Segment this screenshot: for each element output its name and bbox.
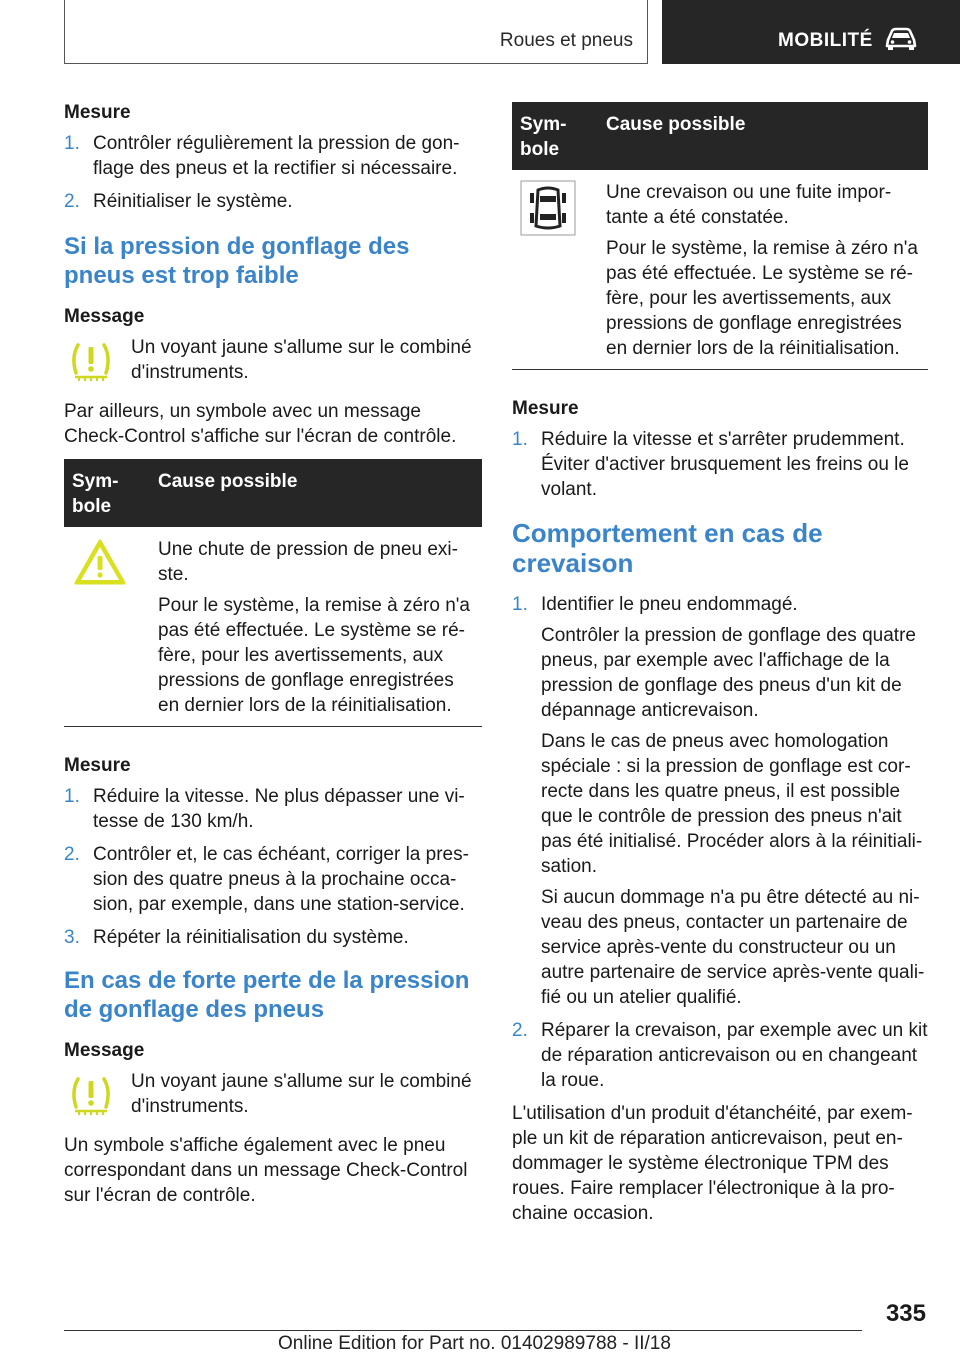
measure-steps [64, 131, 482, 214]
left-column [64, 100, 482, 1208]
message-label: Message [64, 306, 145, 327]
step-text: Réduire la vitesse. Ne plus dépasser une vi-tesse de 130 km/h. [93, 786, 465, 832]
list-item [64, 784, 482, 834]
step-text: Réparer la crevaison, par exemple avec un kit de réparation anticrevaison ou en changeant la roue. [541, 1020, 928, 1091]
heading-puncture-behavior: Comportement en cas de crevaison [512, 518, 823, 578]
cause-text: Pour le système, la remise à zéro n'a pas été effectuée. Le système se ré-fère, pour les avertissements, aux pressions de gonflage enregistrées en dernier lors de la réinitialisation. [606, 238, 918, 359]
paragraph: Par ailleurs, un symbole avec un message Check-Control s'affiche sur l'écran de contrôle. [64, 401, 457, 447]
warning-triangle-icon [72, 537, 128, 587]
chapter-title: MOBILITÉ [778, 30, 873, 51]
list-item [64, 189, 482, 214]
table-row [512, 170, 928, 370]
step-text: Dans le cas de pneus avec homologation spéciale : si la pression de gonflage est cor-recte dans les quatre pneus, il est possible que le contrôle de pression des pneus n'ait pas été initialisé. Procéder alors à la réinitiali-sation. [541, 731, 923, 877]
table-cell-cause [150, 527, 482, 727]
measure-steps [512, 427, 928, 502]
step-text: Contrôler régulièrement la pression de gon-flage des pneus et la rectifier si nécessaire. [93, 133, 460, 179]
list-item [512, 427, 928, 502]
step-number: 3. [64, 927, 80, 948]
footer-divider [64, 1330, 862, 1331]
step-number: 1. [64, 786, 80, 807]
heading-low-pressure: Si la pression de gonflage des pneus est trop faible [64, 233, 410, 289]
message-block [64, 1069, 482, 1125]
cause-text: Une chute de pression de pneu exi-ste. [158, 539, 458, 585]
header-section-box [64, 0, 648, 64]
table-row [64, 527, 482, 727]
car-tire-failure-icon [520, 180, 576, 236]
step-text: Réduire la vitesse et s'arrêter prudemment. Éviter d'activer brusquement les freins ou le volant. [541, 429, 909, 500]
cause-text: Une crevaison ou une fuite impor-tante a été constatée. [606, 182, 892, 228]
step-number: 2. [64, 191, 80, 212]
step-number: 2. [64, 844, 80, 865]
car-icon [884, 26, 918, 52]
message-text: Un voyant jaune s'allume sur le combiné d'instruments. [131, 337, 472, 383]
symbol-table [64, 459, 482, 727]
measure-label: Mesure [512, 398, 579, 419]
tire-pressure-warning-icon [68, 1073, 114, 1117]
list-item [512, 592, 928, 1010]
step-text: Si aucun dommage n'a pu être détecté au ni-veau des pneus, contacter un partenaire de service après-vente du constructeur ou un autre partenaire de service après-vente quali-fié ou un atelier qualifié. [541, 887, 925, 1008]
table-header-symbol: Sym-bole [64, 459, 150, 527]
edition-text: Online Edition for Part no. 01402989788 - II/18 [278, 1333, 671, 1354]
table-header-symbol: Sym-bole [512, 102, 598, 170]
table-cell-symbol [512, 170, 598, 370]
message-block [64, 335, 482, 391]
table-header-cause: Cause possible [150, 459, 482, 527]
section-title: Roues et pneus [499, 30, 633, 51]
heading-pressure-loss: En cas de forte perte de la pression de gonflage des pneus [64, 967, 470, 1023]
step-text: Contrôler et, le cas échéant, corriger la pres-sion des quatre pneus à la prochaine occa-sion, par exemple, dans une station-service. [93, 844, 469, 915]
table-cell-cause [598, 170, 928, 370]
list-item [64, 925, 482, 950]
paragraph: Un symbole s'affiche également avec le pneu correspondant dans un message Check-Control sur l'écran de contrôle. [64, 1135, 468, 1206]
tire-pressure-warning-icon [68, 339, 114, 383]
step-text: Réinitialiser le système. [93, 191, 293, 212]
header-chapter-box [662, 0, 960, 64]
measure-label: Mesure [64, 102, 131, 123]
right-column [512, 102, 928, 1226]
list-item [64, 842, 482, 917]
step-number: 1. [512, 429, 528, 450]
measure-label: Mesure [64, 755, 131, 776]
paragraph: L'utilisation d'un produit d'étanchéité, par exem-ple un kit de réparation anticrevaison, peut en-dommager le système électronique TPM des roues. Faire remplacer l'électronique à la pro-chaine occasion. [512, 1103, 913, 1224]
message-text: Un voyant jaune s'allume sur le combiné d'instruments. [131, 1071, 472, 1117]
list-item [512, 1018, 928, 1093]
message-label: Message [64, 1040, 145, 1061]
cause-text: Pour le système, la remise à zéro n'a pas été effectuée. Le système se ré-fère, pour les avertissements, aux pressions de gonflage enregistrées en dernier lors de la réinitialisation. [158, 595, 470, 716]
table-header-cause: Cause possible [598, 102, 928, 170]
behavior-steps [512, 592, 928, 1093]
step-number: 2. [512, 1020, 528, 1041]
list-item [64, 131, 482, 181]
table-cell-symbol [64, 527, 150, 727]
step-text: Contrôler la pression de gonflage des quatre pneus, par exemple avec l'affichage de la pression de gonflage des pneus d'un kit de dépannage anticrevaison. [541, 625, 916, 721]
step-text: Identifier le pneu endommagé. [541, 594, 798, 615]
step-text: Répéter la réinitialisation du système. [93, 927, 409, 948]
step-number: 1. [512, 594, 528, 615]
step-number: 1. [64, 133, 80, 154]
page-number: 335 [885, 1300, 926, 1327]
measure-steps [64, 784, 482, 950]
symbol-table [512, 102, 928, 370]
